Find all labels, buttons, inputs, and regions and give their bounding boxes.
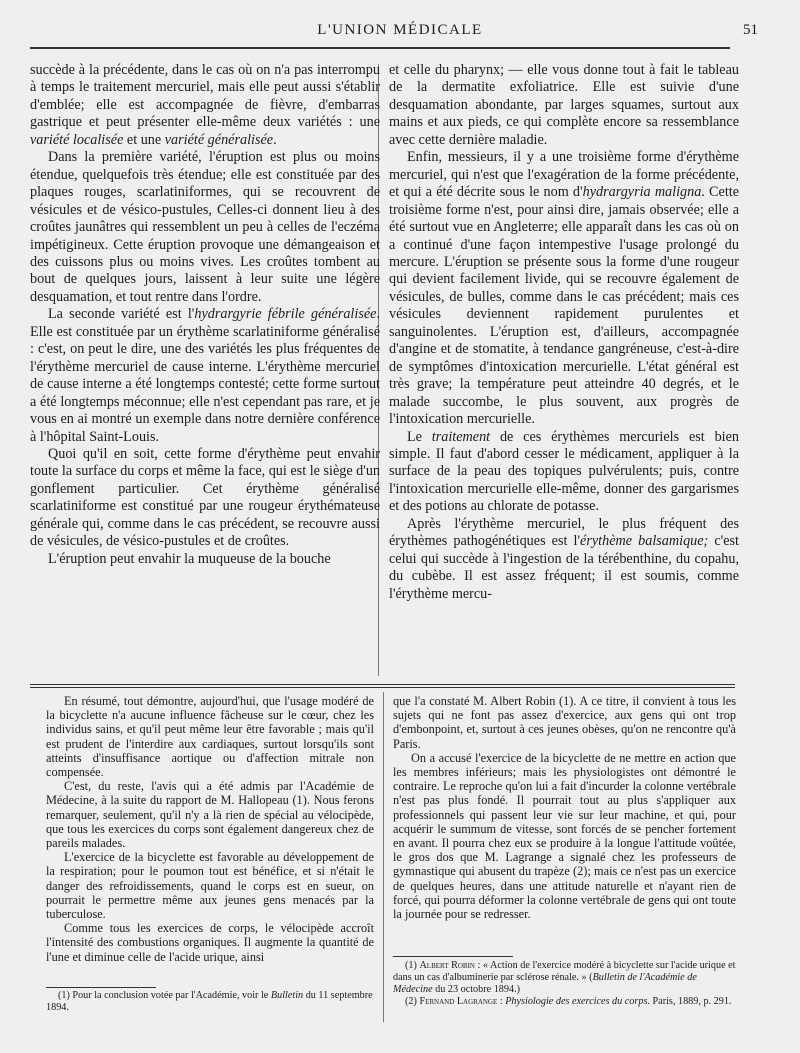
page-number: 51 xyxy=(743,22,758,38)
running-header xyxy=(30,18,770,44)
column-divider xyxy=(383,692,384,1022)
paragraph: et celle du pharynx; — elle vous donne tout à fait le tableau de la dermatite exfoliatrice. Elle est suivie d'une desquamation abondante, par larges squames, surtout aux mains et aux pieds, ce qui complète encore sa ressemblance avec cette dernière maladie. xyxy=(389,62,739,148)
section-rule xyxy=(30,687,735,688)
paragraph: L'exercice de la bicyclette est favorable au développement de la respiration; pour le poumon tout est bénéfice, et si n'était le danger des refroidissements, quand le corps est en sueur, on pourrait le permettre même aux jeunes gens menacés par la tuberculose. xyxy=(46,850,374,922)
paragraph: Après l'érythème mercuriel, le plus fréquent des érythèmes pathogénétiques est l'érythème balsamique; c'est celui qui succède à l'ingestion de la térébenthine, du copahu, du cubèbe. Il est assez fréquent; il est soumis, comme l'érythème mercu- xyxy=(389,515,739,602)
footnote: (2) Fernand Lagrange : Physiologie des exercices du corps. Paris, 1889, p. 291. xyxy=(405,996,732,1007)
paragraph: Le traitement de ces érythèmes mercuriels est bien simple. Il faut d'abord cesser le médicament, appliquer à la surface de la peau des topiques pulvérulents; puis, contre l'intoxication mercurielle elle-même, donner des gargarismes et des potions au chlorate de potasse. xyxy=(389,428,739,515)
footnote-rule xyxy=(393,956,513,957)
journal-title: L'UNION MÉDICALE xyxy=(317,22,483,38)
footnote: (1) Albert Robin : « Action de l'exercice modéré à bicyclette sur l'acide urique et dans un cas d'albuminerie par sclérose rénale. » (Bulletin de l'Académie de Médecine du 23 octobre 1894.) xyxy=(393,960,736,995)
top-left-column xyxy=(30,62,380,568)
paragraph: succède à la précédente, dans le cas où on n'a pas interrompu à temps le traitement mercuriel, mais elle peut aussi s'établir d'emblée; elle est accompagnée de fièvre, d'embarras gastrique et peut présenter elle-même deux variétés : une variété localisée et une variété généralisée. xyxy=(30,62,380,148)
top-right-column xyxy=(389,62,739,603)
paragraph: La seconde variété est l'hydrargyrie fébrile généralisée. Elle est constituée par un érythème scarlatiniforme généralisé : c'est, on peut le dire, une des variétés les plus fréquentes de l'érythème mercuriel de cause interne. L'érythème mercuriel de cause interne a été longtemps contesté; cette forme surtout a été longtemps méconnue; elle n'est cependant pas rare, et je vous en ai montré un exemple dans notre dernière conférence à l'hôpital Saint-Louis. xyxy=(30,306,380,445)
bottom-left-column xyxy=(46,694,374,964)
bottom-right-column xyxy=(393,694,736,921)
paragraph: On a accusé l'exercice de la bicyclette de ne mettre en action que les membres inférieurs; mais les physiologistes ont démontré le contraire. Le reproche qu'on lui a fait d'incurder la colonne vertébrale n'est pas plus fondé. Il pourrait tout au plus s'appliquer aux professionnels qui passent leur vie sur leur machine, et qui, pour acquérir le summum de vitesse, sont forcés de se pencher fortement en avant. Il pourra chez eux se produire à la longue l'attitude voûtée, le gros dos que M. Lagrange a signalé chez les professeurs de gymnastique qui abusent du trapèze (2); mais ce n'est pas un exercice de quelques heures, dans une attitude naturelle et n'ayant rien de forcé, qui pourra déformer la colonne vertébrale de gens qui ont toute la journée pour se redresser. xyxy=(393,750,736,922)
footnotes xyxy=(393,960,736,1008)
paragraph: Enfin, messieurs, il y a une troisième forme d'érythème mercuriel, qui n'est que l'exagération de la forme précédente, et qui a été décrite sous le nom d'hydrargyria maligna. Cette troisième forme n'est, pour ainsi dire, jamais observée; elle a été surtout vue en Angleterre; elle apparaît dans les cas où on a continué d'une façon intempestive l'usage prolongé du mercure. L'éruption se présente sous la forme d'une rougeur qui devient facilement livide, qui se recouvre également de vésicules, de bulles, comme dans le cas précédent; mais ces vésicules deviennent rapidement purulentes et sanguinolentes. L'éruption est, d'ailleurs, accompagnée d'angine et de stomatite, à tendance gangréneuse, c'est-à-dire de symptômes d'intoxication mercurielle. L'état général est très grave; la température peut atteindre 40 degrés, et le malade succombe, le plus souvent, aux progrès de l'intoxication mercurielle. xyxy=(389,149,739,428)
section-rule xyxy=(30,684,735,685)
header-rule xyxy=(30,47,730,49)
paragraph: Dans la première variété, l'éruption est plus ou moins étendue, quelquefois très étendue; elle est constituée par des plaques rouges, scarlatiniformes, qui se recouvrent de vésicules et de vésico-pustules, Celles-ci donnent lieu à des croûtes jaunâtres qui ressemblent un peu à celles de l'eczéma impétigineux. Cette éruption provoque une démangeaison et des cuissons plus ou moins vives. Les croûtes tombent au bout de quelques jours, laissent à leur suite une légère desquamation, et tout rentre dans l'ordre. xyxy=(30,149,380,305)
footnote: (1) Pour la conclusion votée par l'Académie, voir le Bulletin du 11 septembre 1894. xyxy=(46,990,373,1013)
paragraph: que l'a constaté M. Albert Robin (1). A ce titre, il convient à tous les sujets qui ne font pas assez d'exercice, aux gens qui ont trop d'embonpoint, et, surtout à ces jeunes obèses, qu'on ne rencontre qu'à Paris. xyxy=(393,694,736,751)
footnote-rule xyxy=(46,987,156,988)
paragraph: Comme tous les exercices de corps, le vélocipède accroît l'intensité des combustions organiques. Il augmente la quantité de l'une et diminue celle de l'acide urique, ainsi xyxy=(46,921,374,964)
paragraph: Quoi qu'il en soit, cette forme d'érythème peut envahir toute la surface du corps et même la face, qui est le siège d'un gonflement particulier. Cet érythème généralisé scarlatiniforme est constitué par une rougeur érythémateuse générale qui, comme dans le cas précédent, se recouvre aussi de vésicules, de vésico-pustules et de croûtes. xyxy=(30,445,381,550)
paragraph: En résumé, tout démontre, aujourd'hui, que l'usage modéré de la bicyclette n'a aucune influence fâcheuse sur le cœur, chez les individus sains, et qu'il peut même leur être favorable ; mais qu'il est prudent de l'interdire aux cardiaques, surtout lorsqu'ils sont atteints d'insuffisance aortique ou d'affection mitrale non compensée. xyxy=(46,694,374,780)
paragraph: L'éruption peut envahir la muqueuse de la bouche xyxy=(48,550,331,567)
paragraph: C'est, du reste, l'avis qui a été admis par l'Académie de Médecine, à la suite du rapport de M. Hallopeau (1). Nous ferons remarquer, seulement, qu'il n'y a là rien de spécial au vélocipède, que tous les exercices du corps sont également dangereux chez de pareils malades. xyxy=(46,779,374,851)
